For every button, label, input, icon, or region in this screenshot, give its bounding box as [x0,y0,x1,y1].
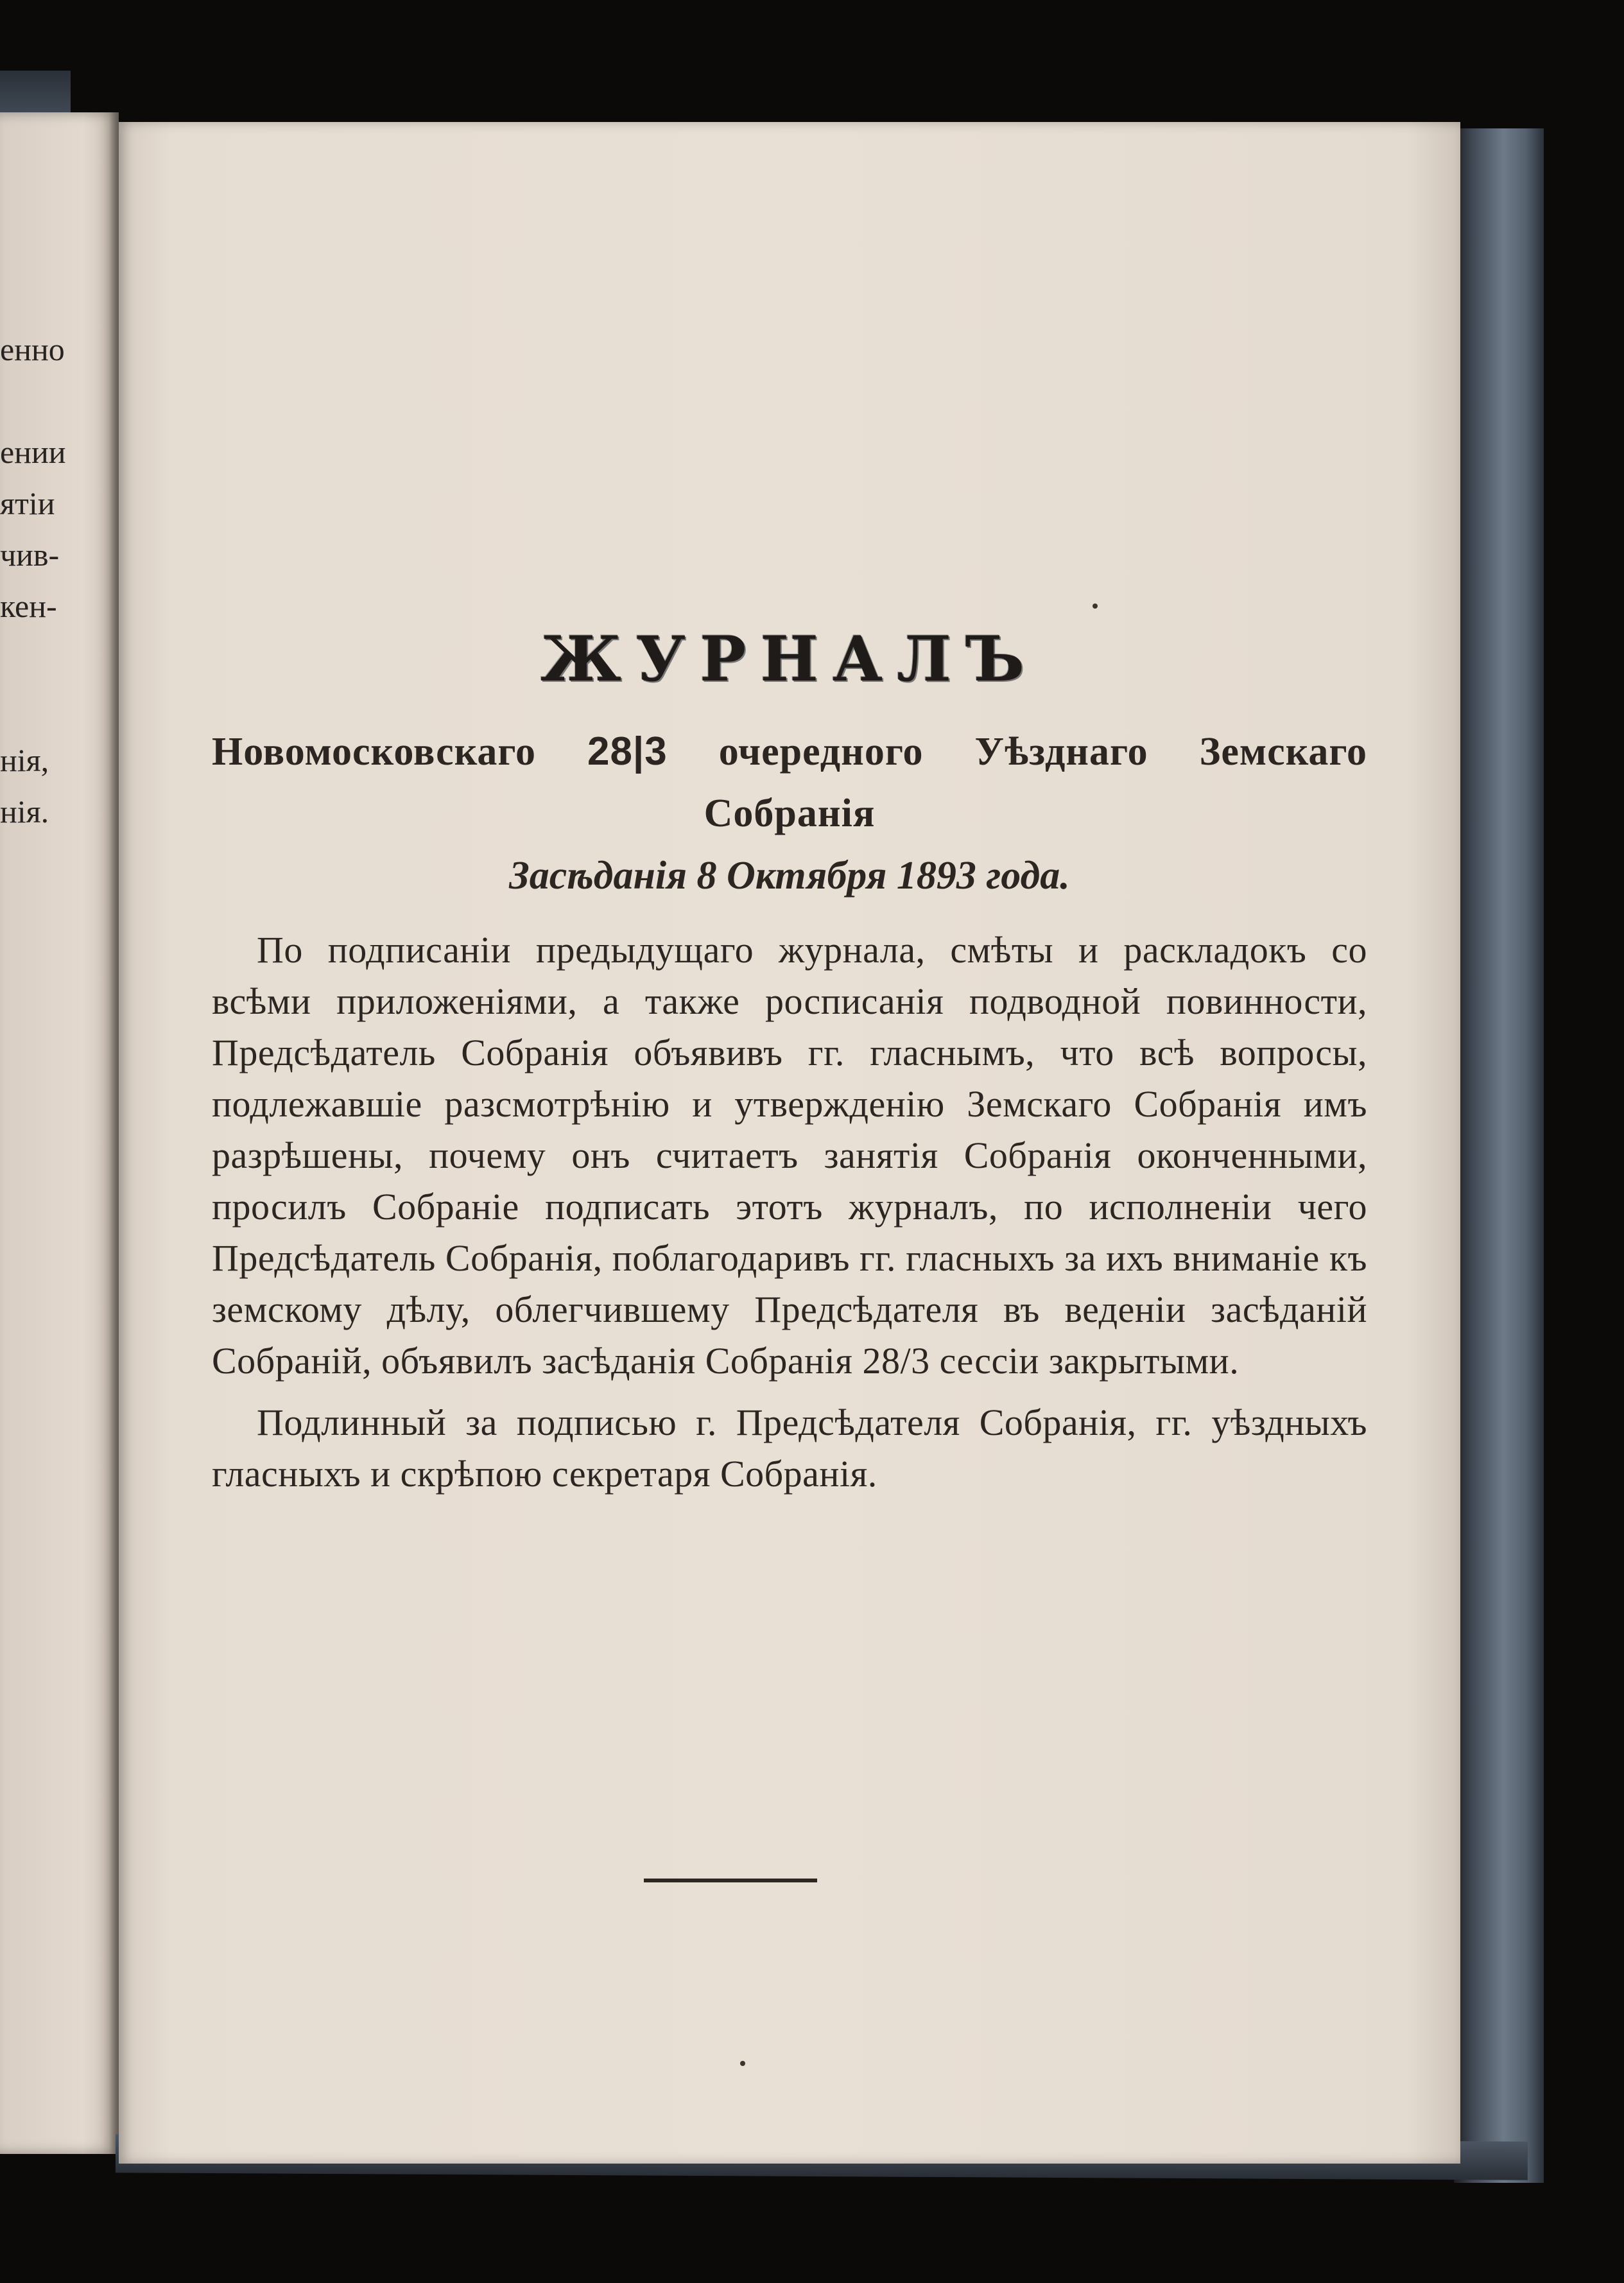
left-cover-edge [0,71,71,116]
left-page-fragment: чив- [0,537,60,573]
body-paragraph: Подлинный за подписью г. Предсѣдателя Собранія, гг. уѣздныхъ гласныхъ и скрѣпою секретаря Собранія. [212,1402,1367,1495]
closing-rule [644,1879,817,1882]
left-facing-page [0,112,119,2154]
subtitle-part-2: очередного Уѣзднаго Земскаго Собранія [667,730,1367,835]
paper-speck [740,2061,745,2066]
session-date: Засѣданія 8 Октября 1893 года. [509,854,1070,898]
assembly-subtitle [212,721,1367,844]
session-fraction: 28|3 [587,729,668,774]
subtitle-part-1: Новомосковскаго [212,730,587,774]
page-content [212,623,1367,1510]
left-page-fragment: ении [0,434,66,470]
book-cover-edge [1454,128,1544,2183]
left-page-fragment: нія, [0,742,49,778]
left-page-fragment: нія. [0,794,49,829]
paper-speck [1093,603,1098,609]
body-paragraph: По подписаніи предыдущаго журнала, смѣты и раскладокъ со всѣми приложеніями, а также росписанія подводной повинности, Предсѣдатель Собранія объявивъ гг. гласнымъ, что всѣ вопросы, подлежавшіе разсмотрѣнію и утвержденію Земскаго Собранія имъ разрѣшены, почему онъ считаетъ занятія Собранія оконченными, просилъ Собраніе подписать этотъ журналъ, по исполненіи чего Предсѣдатель Собранія, поблагодаривъ гг. гласныхъ за ихъ вниманіе къ земскому дѣлу, облегчившему Предсѣдателя въ веденіи засѣданій Собраній, объявилъ засѣданія Собранія 28/3 сессіи закрытыми. [212,929,1367,1382]
document-page [119,122,1460,2164]
left-page-fragment: кен- [0,588,57,624]
journal-title: ЖУРНАЛЪ [540,623,1039,695]
left-page-fragment: енно [0,331,65,367]
left-page-fragment: ятіи [0,485,55,521]
